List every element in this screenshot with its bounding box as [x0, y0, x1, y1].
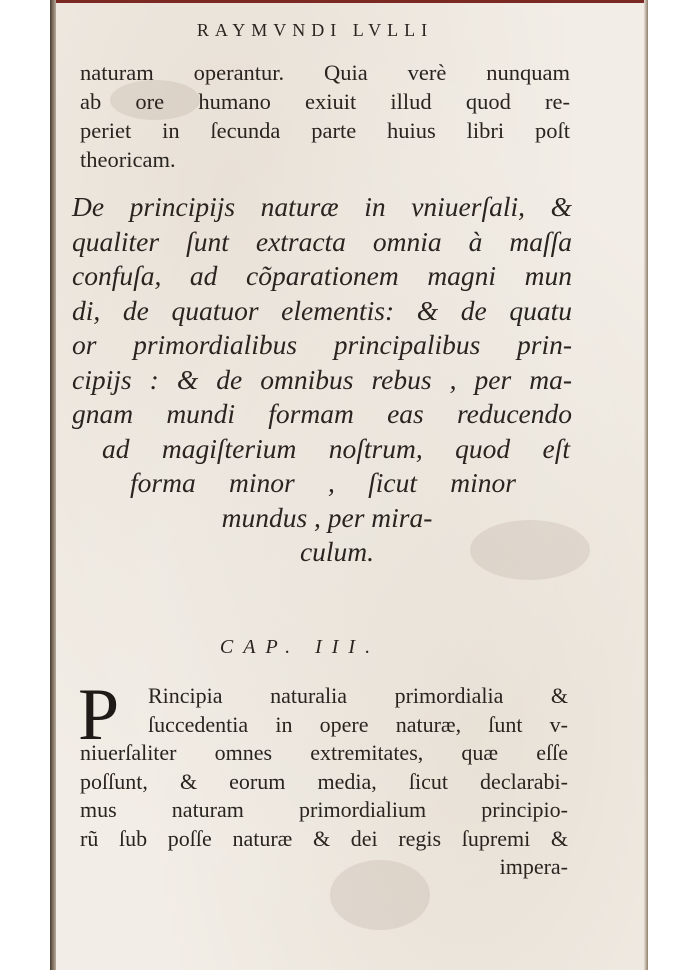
title-line: forma minor , ſicut minor	[130, 467, 516, 498]
text-line: ab ore humano exiuit illud quod re-	[80, 89, 570, 114]
body-line: mus naturam primordialium principio-	[80, 797, 568, 822]
title-line: confuſa, ad cõparationem magni mun	[72, 260, 572, 291]
section-title	[72, 190, 572, 570]
catchword: impera-	[499, 854, 568, 879]
title-line: ad magiſterium noſtrum, quod eſt	[102, 432, 570, 464]
body-paragraph	[78, 674, 568, 882]
binding-edge	[50, 0, 56, 970]
body-line: niuerſaliter omnes extremitates, quæ eſſe	[80, 740, 568, 765]
title-line: di, de quatuor elementis: & de quatu	[72, 294, 572, 326]
body-line: poſſunt, & eorum media, ſicut declarabi-	[80, 768, 568, 794]
title-line: or primordialibus principalibus prin-	[72, 329, 572, 360]
page-top-edge	[50, 0, 648, 3]
body-line: rũ ſub poſſe naturæ & dei regis ſupremi &	[80, 825, 568, 851]
running-head: RAYMVNDI LVLLI	[196, 20, 434, 40]
title-line: qualiter ſunt extracta omnia à maſſa	[72, 225, 572, 257]
drop-cap: P	[78, 674, 120, 756]
title-line: cipijs : & de omnibus rebus , per ma-	[72, 363, 572, 395]
title-line: mundus , per mira-	[221, 501, 433, 533]
title-line: De principijs naturæ in vniuerſali, &	[72, 191, 572, 222]
body-line: ſuccedentia in opere naturæ, ſunt v-	[148, 711, 568, 737]
text-line: naturam operantur. Quia verè nunquam	[80, 60, 570, 85]
title-line: culum.	[299, 536, 375, 567]
top-paragraph	[80, 58, 570, 174]
page-right-edge	[644, 0, 648, 970]
text-line: periet in ſecunda parte huius libri poſt	[80, 118, 570, 143]
body-line: Rincipia naturalia primordialia &	[148, 683, 568, 708]
text-line: theoricam.	[80, 147, 176, 172]
title-line: gnam mundi formam eas reducendo	[72, 398, 572, 429]
chapter-heading: CAP. III.	[219, 636, 381, 658]
